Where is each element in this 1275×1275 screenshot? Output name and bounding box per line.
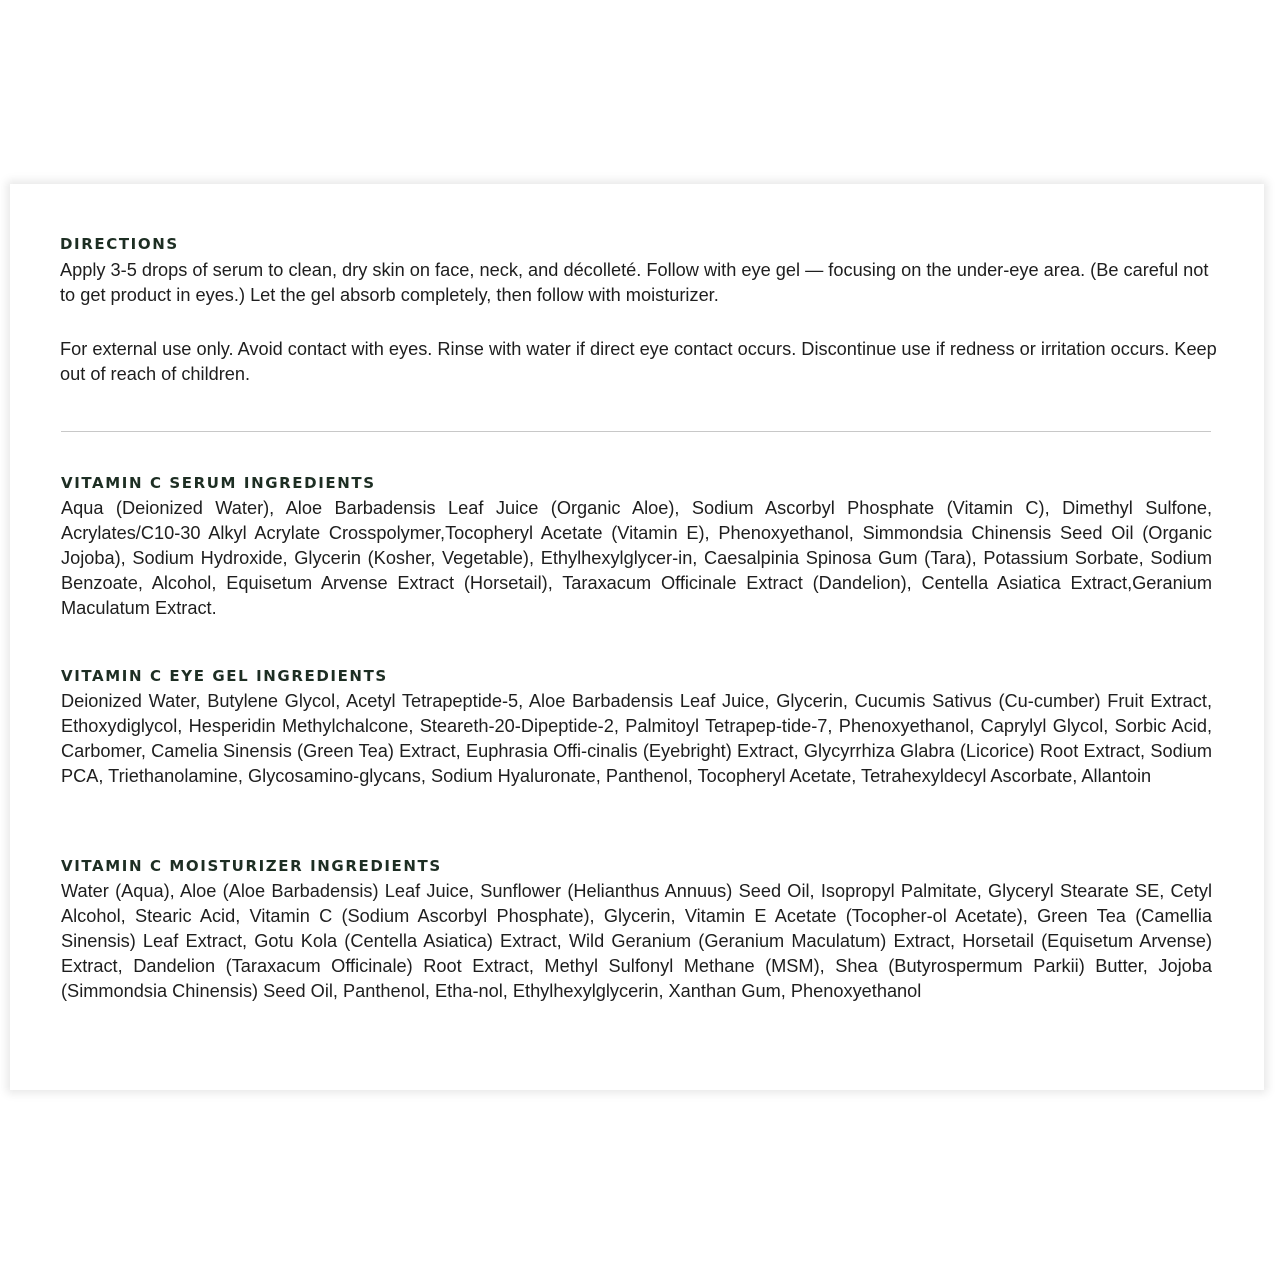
eye-gel-ingredients-heading: VITAMIN C EYE GEL INGREDIENTS — [61, 667, 388, 685]
moisturizer-ingredients-section — [61, 856, 1212, 1004]
directions-section — [60, 234, 1220, 387]
eye-gel-ingredients-section — [61, 666, 1212, 789]
moisturizer-ingredients-text: Water (Aqua), Aloe (Aloe Barbadensis) Leaf Juice, Sunflower (Helianthus Annuus) Seed Oil, Isopropyl Palmitate, Glyceryl Stearate SE, Cetyl Alcohol, Stearic Acid, Vitamin C (Sodium Ascorbyl Phosphate), Glycerin, Vitamin E Acetate (Tocopher-ol Acetate), Green Tea (Camellia Sinensis) Leaf Extract, Gotu Kola (Centella Asiatica) Extract, Wild Geranium (Geranium Maculatum) Extract, Horsetail (Equisetum Arvense) Extract, Dandelion (Taraxacum Officinale) Root Extract, Methyl Sulfonyl Methane (MSM), Shea (Butyrospermum Parkii) Butter, Jojoba (Simmondsia Chinensis) Seed Oil, Panthenol, Etha-nol, Ethylhexylglycerin, Xanthan Gum, Phenoxyethanol — [61, 881, 1212, 1001]
ingredients-card — [10, 184, 1264, 1090]
directions-heading: DIRECTIONS — [60, 235, 179, 253]
serum-ingredients-text: Aqua (Deionized Water), Aloe Barbadensis Leaf Juice (Organic Aloe), Sodium Ascorbyl Phosphate (Vitamin C), Dimethyl Sulfone, Acrylates/C10-30 Alkyl Acrylate Crosspolymer,Tocopheryl Acetate (Vitamin E), Phenoxyethanol, Simmondsia Chinensis Seed Oil (Organic Jojoba), Sodium Hydroxide, Glycerin (Kosher, Vegetable), Ethylhexylglycer-in, Caesalpinia Spinosa Gum (Tara), Potassium Sorbate, Sodium Benzoate, Alcohol, Equisetum Arvense Extract (Horsetail), Taraxacum Officinale Extract (Dandelion), Centella Asiatica Extract,Geranium Maculatum Extract. — [61, 498, 1212, 618]
directions-text: Apply 3-5 drops of serum to clean, dry skin on face, neck, and décolleté. Follow with eye gel — focusing on the under-eye area. (Be careful not to get product in eyes.) Let the gel absorb completely, then follow with moisturizer. — [60, 260, 1209, 305]
eye-gel-ingredients-text: Deionized Water, Butylene Glycol, Acetyl Tetrapeptide-5, Aloe Barbadensis Leaf Juice, Glycerin, Cucumis Sativus (Cu-cumber) Fruit Extract, Ethoxydiglycol, Hesperidin Methylchalcone, Steareth-20-Dipeptide-2, Palmitoyl Tetrapep-tide-7, Phenoxyethanol, Caprylyl Glycol, Sorbic Acid, Carbomer, Camelia Sinensis (Green Tea) Extract, Euphrasia Offi-cinalis (Eyebright) Extract, Glycyrrhiza Glabra (Licorice) Root Extract, Sodium PCA, Triethanolamine, Glycosamino-glycans, Sodium Hyaluronate, Panthenol, Tocopheryl Acetate, Tetrahexyldecyl Ascorbate, Allantoin — [61, 691, 1212, 786]
moisturizer-ingredients-heading: VITAMIN C MOISTURIZER INGREDIENTS — [61, 857, 442, 875]
serum-ingredients-heading: VITAMIN C SERUM INGREDIENTS — [61, 474, 376, 492]
warning-text: For external use only. Avoid contact with eyes. Rinse with water if direct eye contact occurs. Discontinue use if redness or irritation occurs. Keep out of reach of children. — [60, 339, 1217, 384]
serum-ingredients-section — [61, 473, 1212, 621]
section-divider — [61, 431, 1211, 432]
